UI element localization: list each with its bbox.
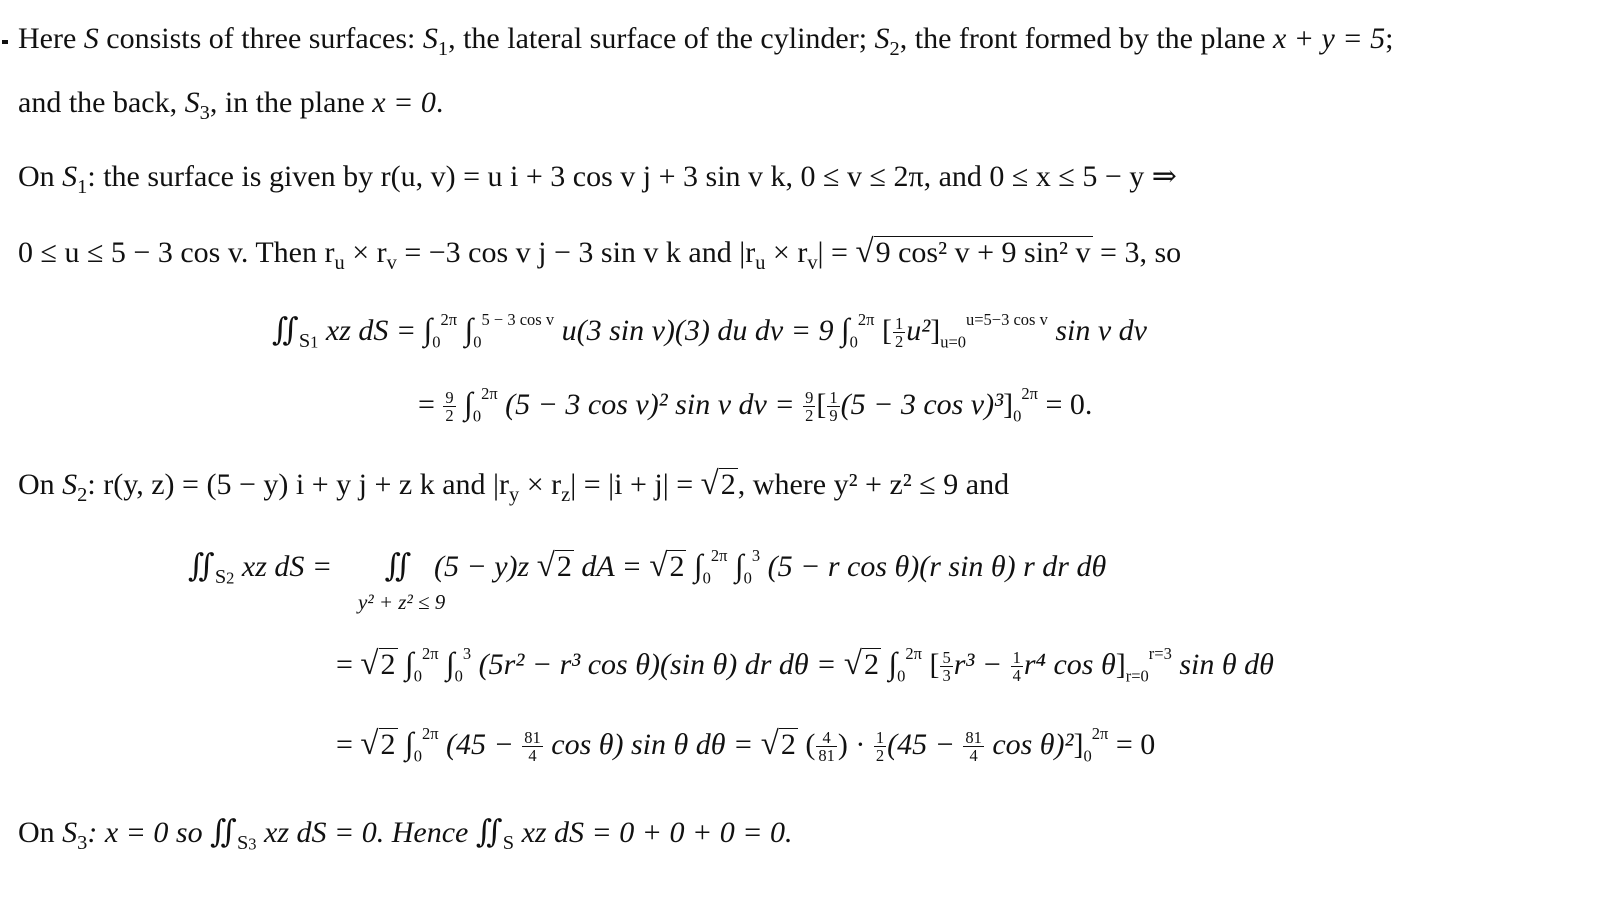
s1-param-line: On $S_1$: the surface is given by r(u, v) = u i + 3 cos v j + 3 sin v k, 0 ≤ v ≤ 2π, and 0 ≤ x ≤ 5 − y ⇒ <box>18 160 1177 199</box>
s1-integral-2: = $\frac{9}{2}$ $\int_0^{2\pi}$ (5 − 3 cos v)² sin v dv = $\frac{9}{2}$ [ $\frac{1}{9}$ (5 − 3 $\cos v)^3]_0^{2\pi} = 0$. <box>418 384 1093 426</box>
list-marker <box>2 40 8 44</box>
s2-integral-1: $∬_{S2}$ xz dS = ∬ (5 − y)z √2 dA = √2 $\int_0^{2\pi}$ $\int_0^3$ (5 − r cos θ)(r sin θ) r dr dθ <box>188 546 1107 588</box>
s2-integral-3: = √2 $\int_0^{2\pi}$ (45 − $\frac{81}{4}$ cos θ) sin θ dθ = √2 ( $\frac{4}{81}$ ) · $\frac{1}{2}$ (45 − $\frac{81}{4}$ $\cos \theta)^2]_0^{2\pi} = 0$ <box>336 724 1156 766</box>
s3-line: On $S_3$: x = 0 so $∬_{S3}$ xz dS = 0. Hence $∬_S$ xz dS = 0 + 0 + 0 = 0. <box>18 814 793 855</box>
s2-param-line: On $S_2$: r(y, z) = (5 − y) i + y j + z k and $|r_y \times r_z| = |i + j| = √2$, where y² + z² ≤ 9 and <box>18 466 1010 507</box>
intro-line-1: Here S consists of three surfaces: $S_1$, the lateral surface of the cylinder; $S_2$, the front formed by the plane x + y = 5; <box>18 22 1394 61</box>
s2-integral-2: = √2 $\int_0^{2\pi}$ $\int_0^3$ (5r² − r³ cos θ)(sin θ) dr dθ = √2 $\int_0^{2\pi}$ [ $\frac{5}{3}$ r³ − $\frac{1}{4}$ r⁴ $\cos \theta]_{r=0}^{r=3}$ sin θ dθ <box>336 644 1274 686</box>
intro-line-2: and the back, $S_3$, in the plane x = 0. <box>18 86 444 125</box>
s2-region-label: y² + z² ≤ 9 <box>358 590 446 614</box>
s1-integral-1: $∬_{S1}$ xz dS = $\int_0^{2\pi}$ $\int_0^{5 - 3 cos v}$ u(3 sin v)(3) du dv = 9 $\int_0^{2\pi}$ [ $\frac{1}{2}$ $u^2]_{u=0}^{u=5-3 cos v}$ sin v dv <box>272 310 1147 352</box>
s1-cross-product-line: 0 ≤ u ≤ 5 − 3 cos v. Then $r_u \times r_v = -3$ cos v j − 3 sin v k and $|r_u \times r_v| = √9$ cos² v + 9 sin² v = 3, so <box>18 234 1182 275</box>
